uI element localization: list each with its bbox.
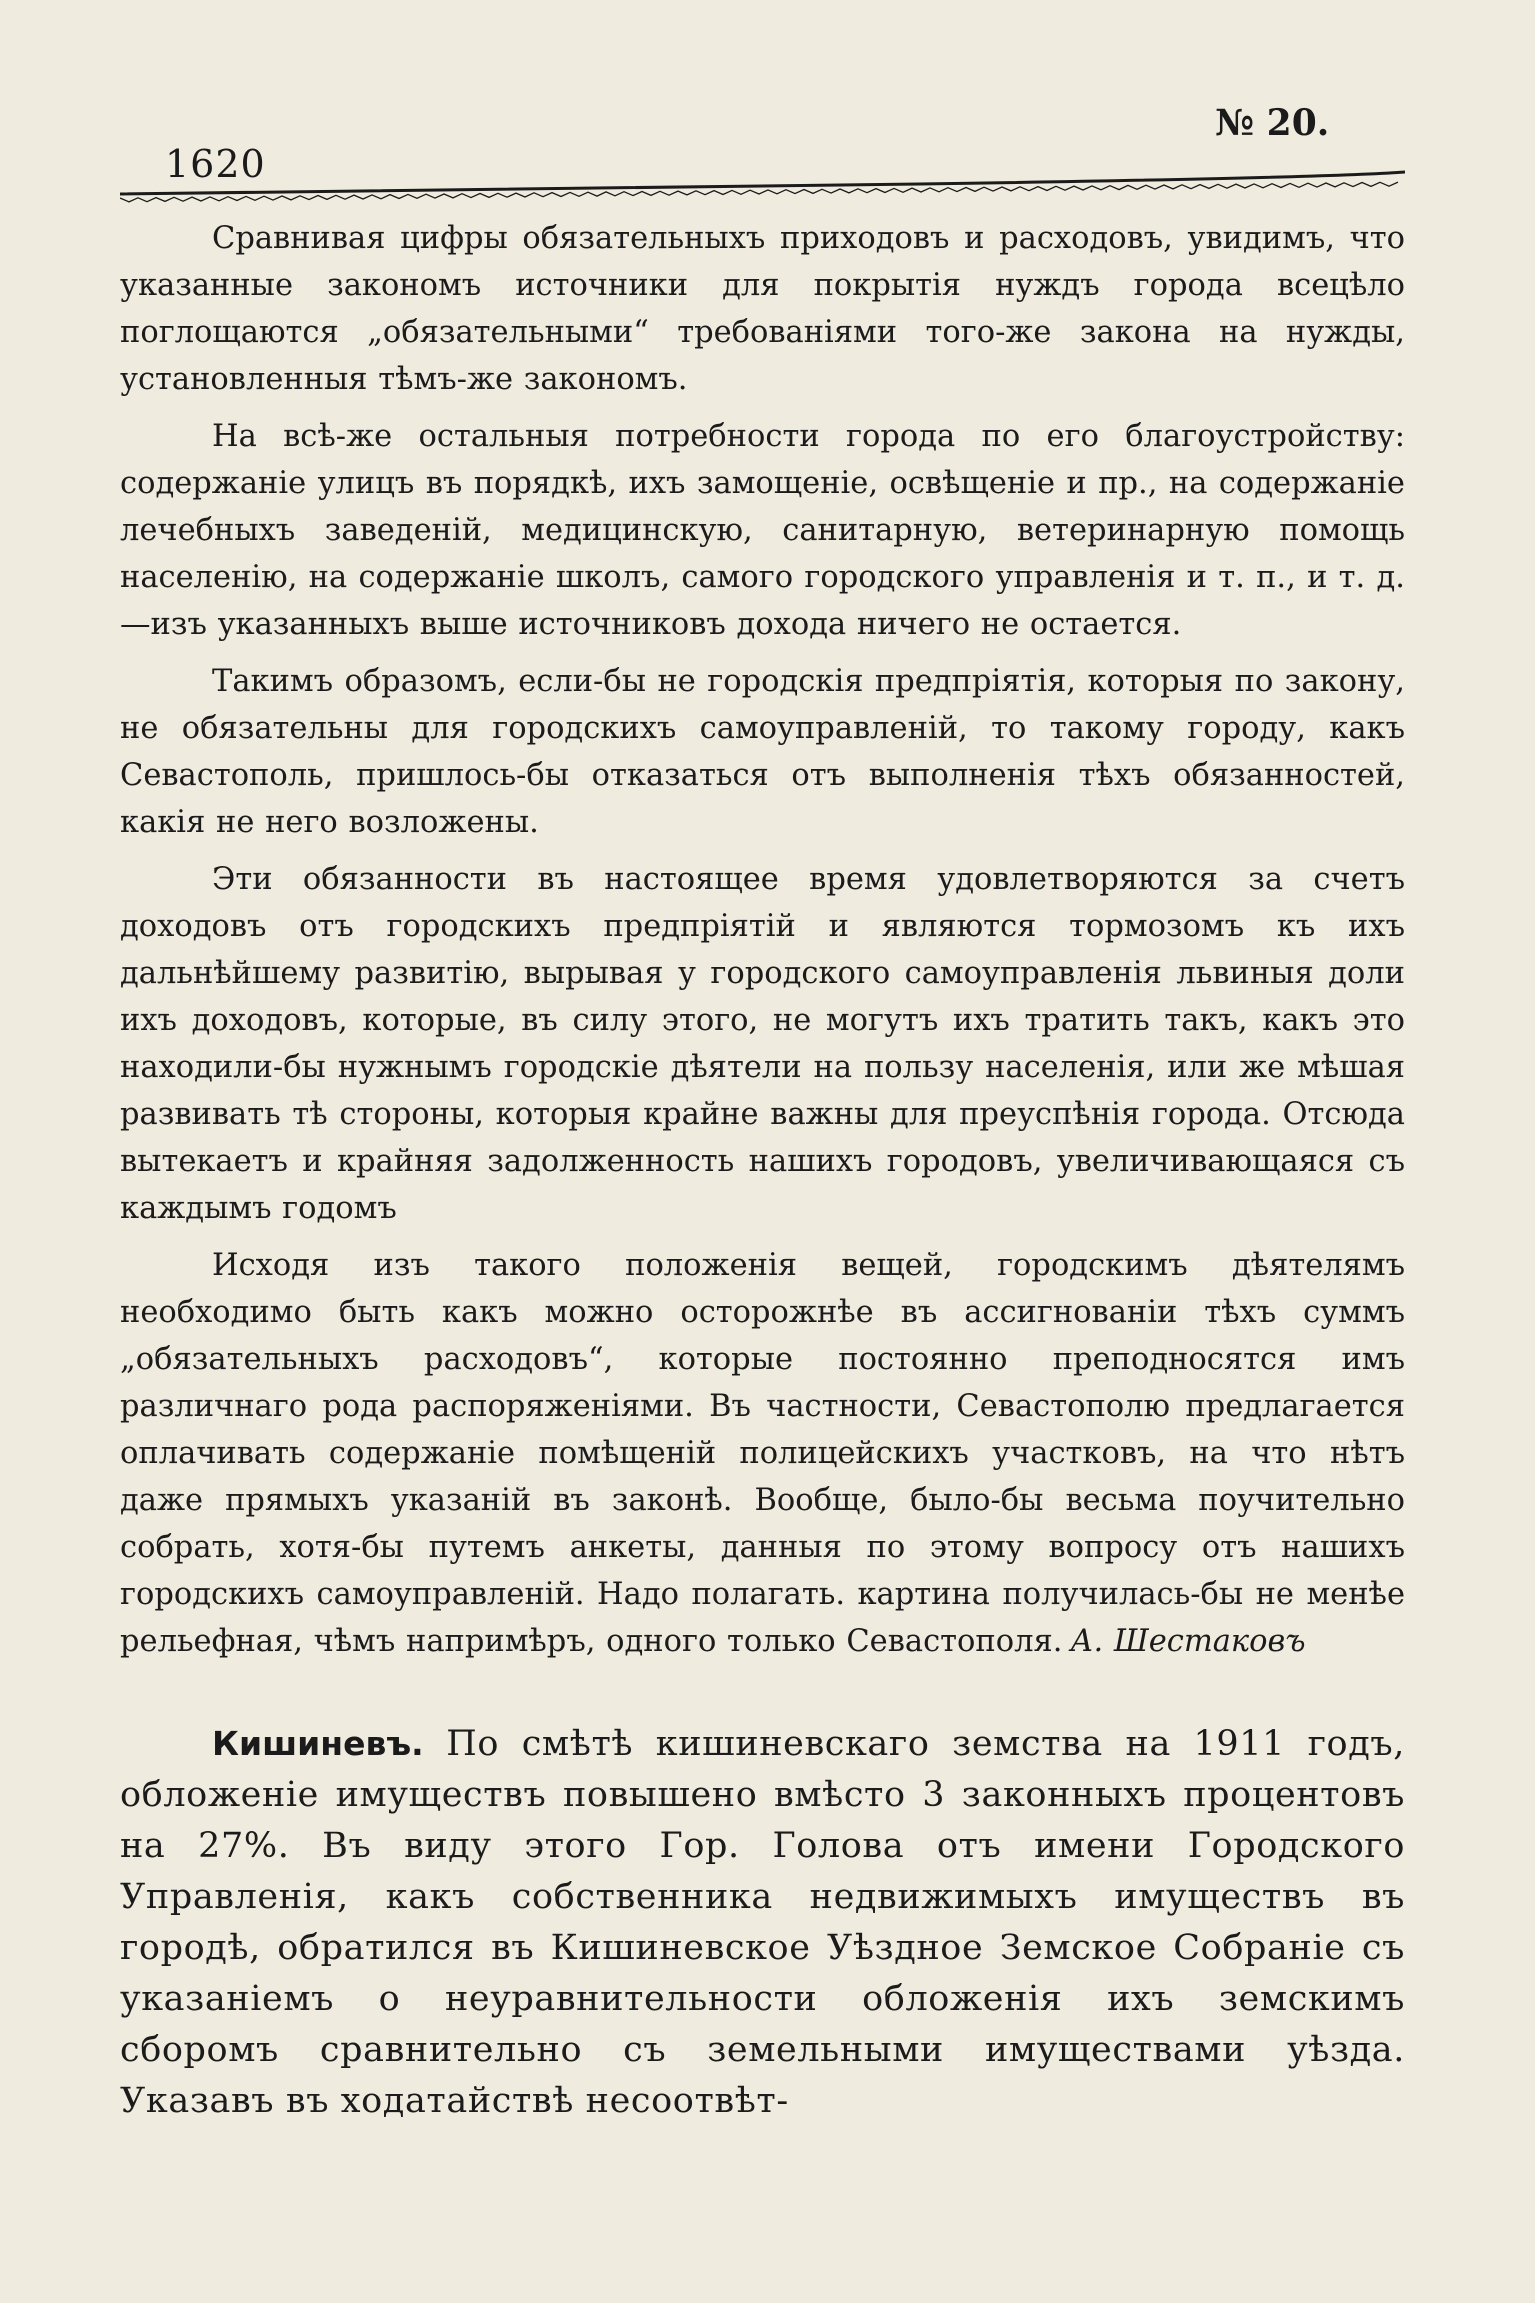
article-body — [120, 215, 1405, 1665]
article-paragraph-5 — [120, 1242, 1405, 1665]
news-city-heading: Кишиневъ. — [212, 1724, 424, 1763]
article-paragraph-1: Сравнивая цифры обязательныхъ приходовъ и расходовъ, увидимъ, что указанные закономъ источники для покрытія нуждъ города всецѣло поглощаются „обязательными“ требованіями того-же закона на нужды, установленныя тѣмъ-же закономъ. — [120, 221, 1405, 397]
news-text: По смѣтѣ кишиневскаго земства на 1911 годъ, обложеніе имуществъ повышено вмѣсто 3 законныхъ процентовъ на 27%. Въ виду этого Гор. Голова отъ имени Городского Управленія, какъ собственника недвижимыхъ имуществъ въ городѣ, обратился въ Кишиневское Уѣздное Земское Собраніе съ указаніемъ о неуравнительности обложенія ихъ земскимъ сборомъ сравнительно съ земельными имуществами уѣзда. Указавъ въ ходатайствѣ несоотвѣт- — [120, 1724, 1405, 2121]
article-paragraph-2: На всѣ-же остальныя потребности города по его благоустройству: содержаніе улицъ въ порядкѣ, ихъ замощеніе, освѣщеніе и пр., на содержаніе лечебныхъ заведеній, медицинскую, санитарную, ветеринарную помощь населенію, на содержаніе школъ, самого городского управленія и т. п., и т. д.—изъ указанныхъ выше источниковъ дохода ничего не остается. — [120, 419, 1405, 642]
header-wavy-rule — [120, 168, 1405, 208]
article-paragraph-4: Эти обязанности въ настоящее время удовлетворяются за счетъ доходовъ отъ городскихъ предпріятій и являются тормозомъ къ ихъ дальнѣйшему развитію, вырывая у городского самоуправленія львиныя доли ихъ доходовъ, которые, въ силу этого, не могутъ ихъ тратить такъ, какъ это находили-бы нужнымъ городскіе дѣятели на пользу населенія, или же мѣшая развивать тѣ стороны, которыя крайне важны для преуспѣнія города. Отсюда вытекаетъ и крайняя задолженность нашихъ городовъ, увеличивающаяся съ каждымъ годомъ — [120, 862, 1405, 1226]
author-signature: А. Шестаковъ — [1070, 1624, 1306, 1659]
news-paragraph — [120, 1718, 1405, 2127]
issue-number: № 20. — [1215, 102, 1330, 144]
article-paragraph-5-text: Исходя изъ такого положенія вещей, городскимъ дѣятелямъ необходимо быть какъ можно осторожнѣе въ ассигнованіи тѣхъ суммъ „обязательныхъ расходовъ“, которые постоянно преподносятся имъ различнаго рода распоряженіями. Въ частности, Севастополю предлагается оплачивать содержаніе помѣщеній полицейскихъ участковъ, на что нѣтъ даже прямыхъ указаній въ законѣ. Вообще, было-бы весьма поучительно собрать, хотя-бы путемъ анкеты, данныя по этому вопросу отъ нашихъ городскихъ самоуправленій. Надо полагать. картина получилась-бы не менѣе рельефная, чѣмъ напримѣръ, одного только Севастополя. — [120, 1248, 1405, 1659]
page-number: 1620 — [165, 142, 266, 186]
news-item — [120, 1718, 1405, 2127]
article-paragraph-3: Такимъ образомъ, если-бы не городскія предпріятія, которыя по закону, не обязательны для городскихъ самоуправленій, то такому городу, какъ Севастополь, пришлось-бы отказаться отъ выполненія тѣхъ обязанностей, какія не него возложены. — [120, 664, 1405, 840]
